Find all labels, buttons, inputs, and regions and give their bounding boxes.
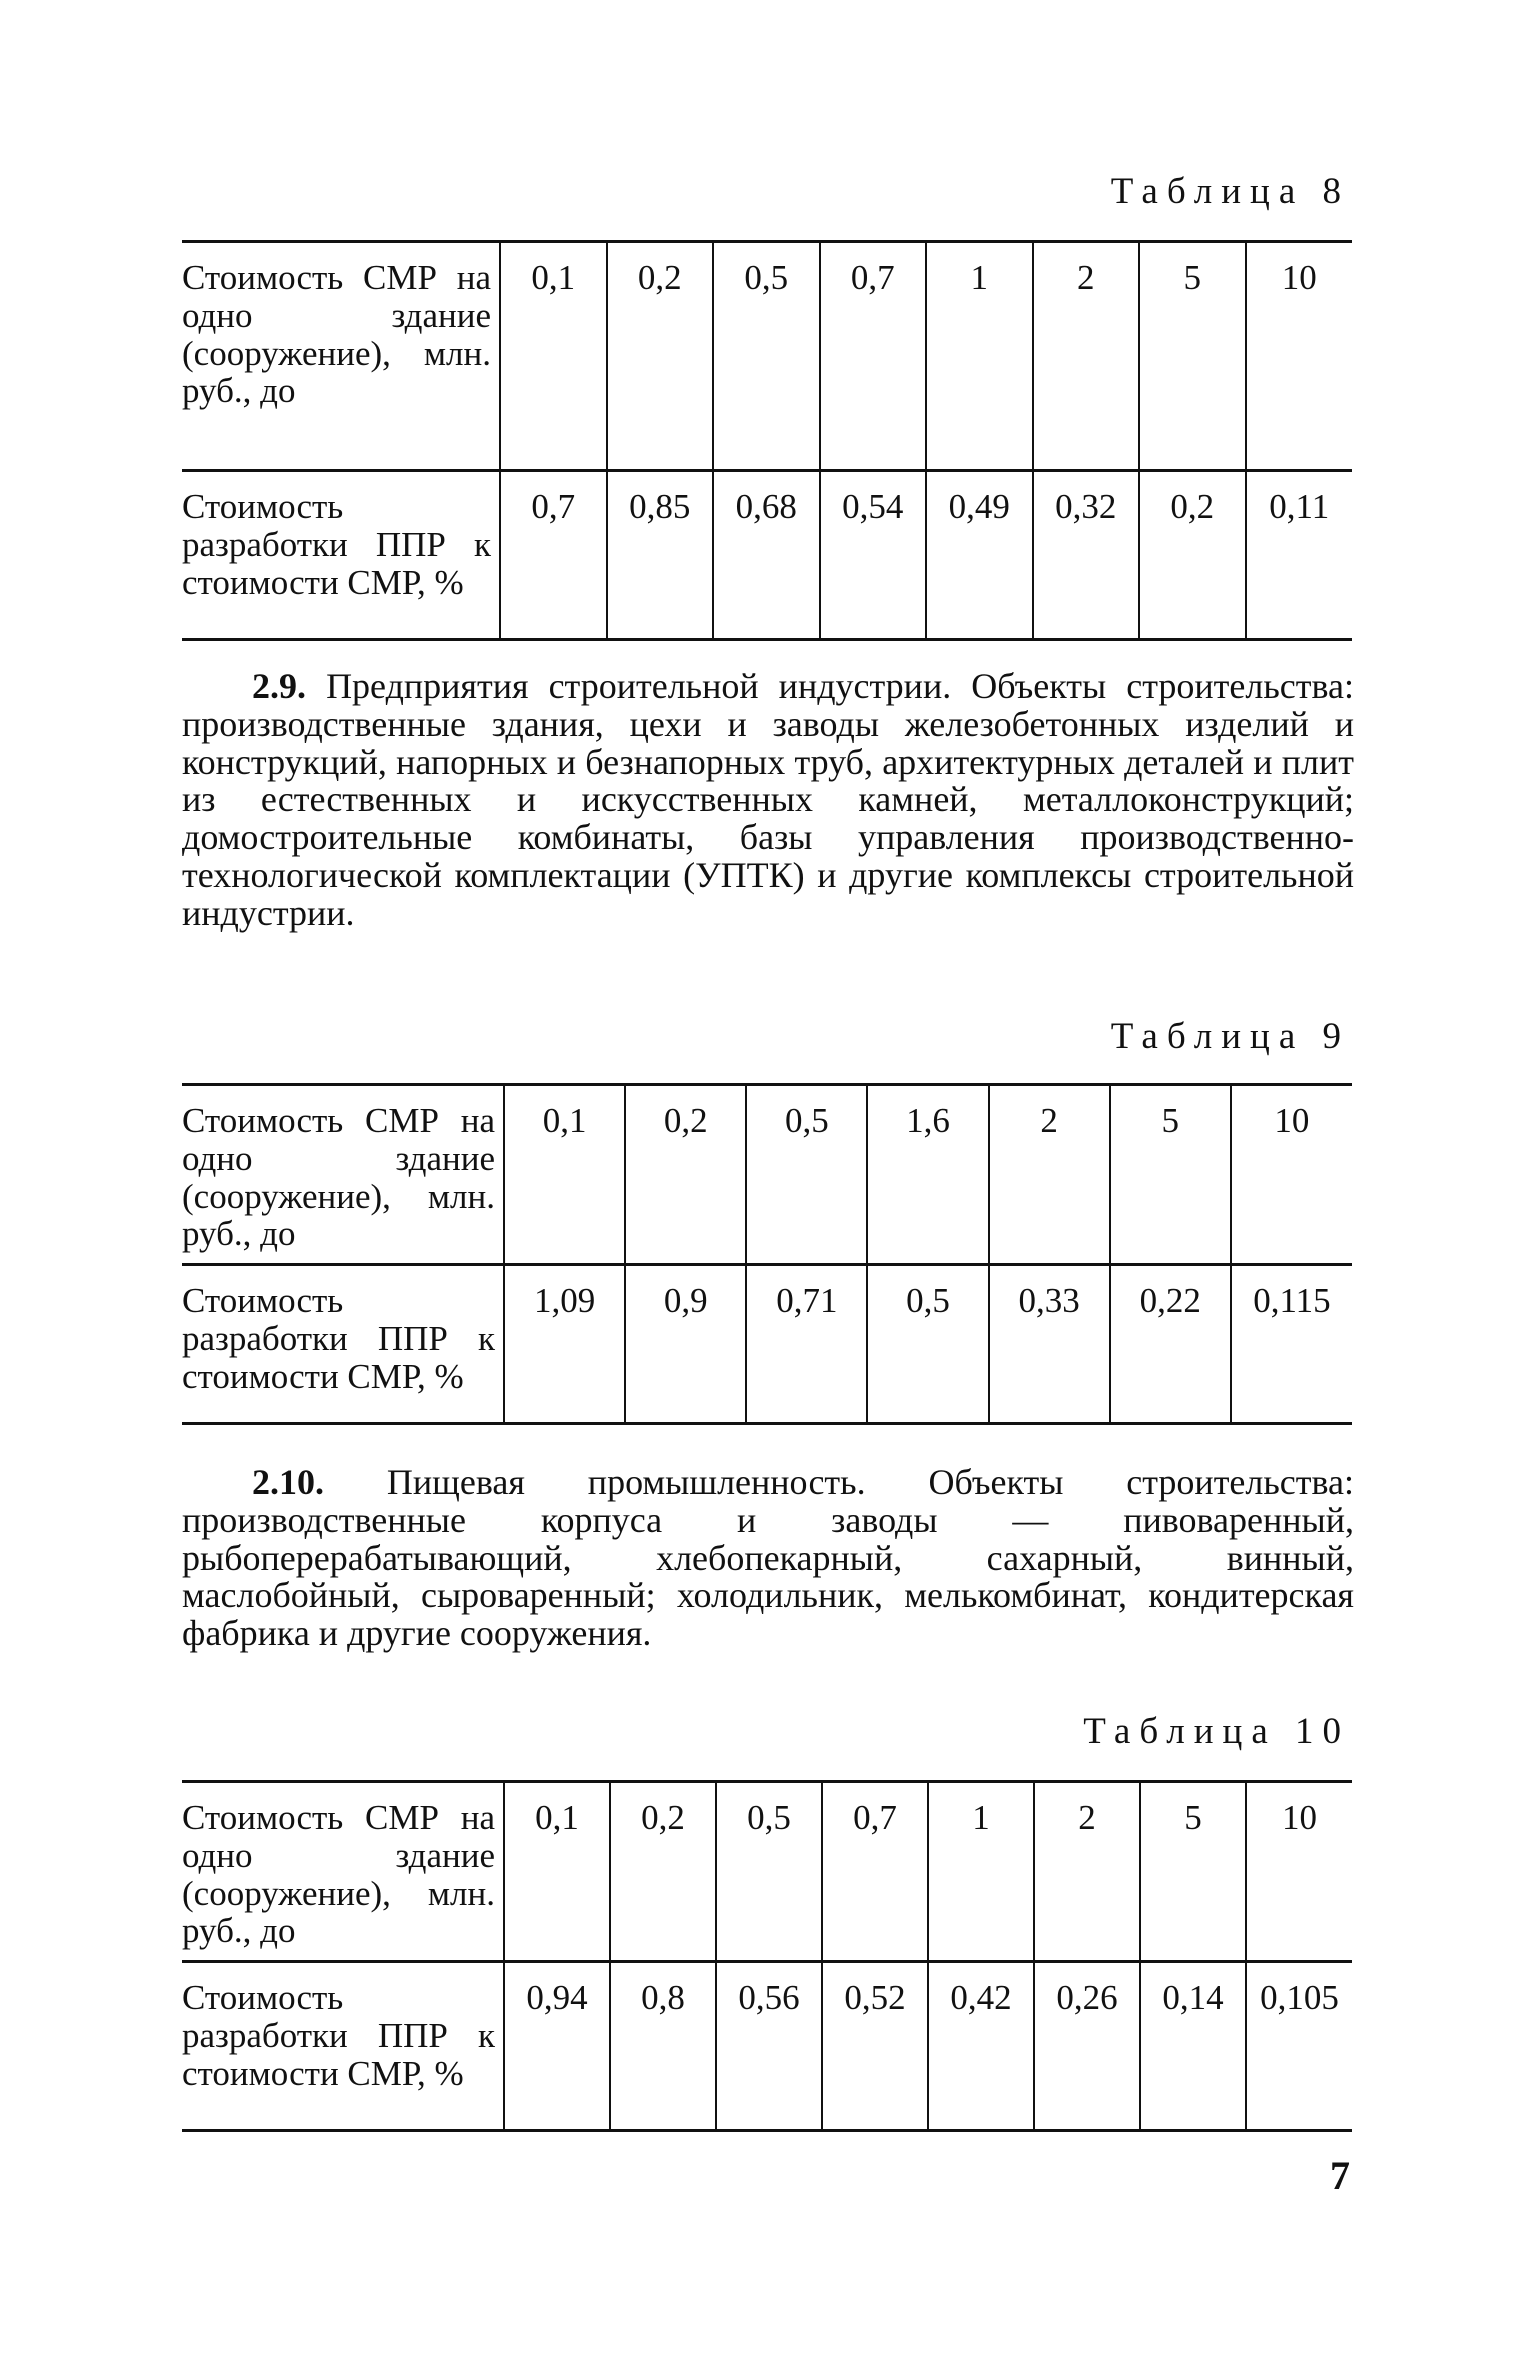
section-2-10 [182, 1464, 1354, 1653]
table-row-smr-cost [182, 1085, 1352, 1265]
row-label: Стоимость разработки ППР к стоимости СМР, % [182, 1265, 504, 1424]
table-cell: 1 [926, 242, 1033, 471]
table-cell: 0,94 [504, 1962, 610, 2131]
table-cell: 0,42 [928, 1962, 1034, 2131]
table-cell: 0,85 [607, 471, 714, 640]
table-cell: 2 [1034, 1782, 1140, 1962]
table-10-caption: Таблица 10 [1083, 1711, 1350, 1752]
table-cell: 0,5 [713, 242, 820, 471]
table-cell: 0,2 [607, 242, 714, 471]
table-cell: 0,2 [625, 1085, 746, 1265]
table-cell: 0,32 [1033, 471, 1140, 640]
section-text: Пищевая промышленность. Объекты строительства: производственные корпуса и заводы — пивоваренный, рыбоперерабатывающий, хлебопекарный, сахарный, винный, маслобойный, сыроваренный; холодильник, мелькомбинат, кондитерская фабрика и другие сооружения. [182, 1462, 1355, 1654]
table-cell: 10 [1231, 1085, 1352, 1265]
table-cell: 0,54 [820, 471, 927, 640]
table-cell: 0,1 [504, 1782, 610, 1962]
row-label: Стоимость разработки ППР к стоимости СМР, % [182, 1962, 504, 2131]
table-cell: 0,56 [716, 1962, 822, 2131]
table-cell: 0,2 [610, 1782, 716, 1962]
table-cell: 0,68 [713, 471, 820, 640]
page-number: 7 [1330, 2153, 1350, 2198]
table-cell: 0,22 [1110, 1265, 1231, 1424]
table-row-smr-cost [182, 242, 1352, 471]
table-cell: 1,09 [504, 1265, 625, 1424]
table-cell: 2 [989, 1085, 1110, 1265]
row-label: Стоимость СМР на одно здание (сооружение), млн. руб., до [182, 1782, 504, 1962]
row-label: Стоимость СМР на одно здание (сооружение), млн. руб., до [182, 1085, 504, 1265]
section-2-9 [182, 668, 1354, 933]
table-cell: 5 [1140, 1782, 1246, 1962]
table-row-ppr-cost [182, 1265, 1352, 1424]
table-cell: 10 [1246, 242, 1353, 471]
section-number: 2.10. [252, 1462, 324, 1502]
section-text: Предприятия строительной индустрии. Объекты строительства: производственные здания, цехи и заводы железобетонных изделий и конструкций, напорных и безнапорных труб, архитектурных деталей и плит из естественных и искусственных камней, металлоконструкций; домостроительные комбинаты, базы управления производственно-технологической комплектации (УПТК) и другие комплексы строительной индустрии. [182, 666, 1354, 933]
table-cell: 0,8 [610, 1962, 716, 2131]
table-cell: 0,49 [926, 471, 1033, 640]
table-cell: 0,11 [1246, 471, 1353, 640]
table-cell: 0,26 [1034, 1962, 1140, 2131]
table-row-ppr-cost [182, 1962, 1352, 2131]
table-cell: 5 [1110, 1085, 1231, 1265]
table-row-smr-cost [182, 1782, 1352, 1962]
table-9-caption: Таблица 9 [1110, 1016, 1350, 1057]
table-cell: 0,5 [746, 1085, 867, 1265]
table-cell: 0,105 [1246, 1962, 1352, 2131]
table-cell: 0,7 [822, 1782, 928, 1962]
table-cell: 2 [1033, 242, 1140, 471]
table-cell: 0,2 [1139, 471, 1246, 640]
table-cell: 0,1 [500, 242, 607, 471]
section-number: 2.9. [252, 666, 306, 706]
table-8-caption: Таблица 8 [1110, 171, 1350, 212]
table-cell: 0,7 [820, 242, 927, 471]
table-cell: 0,7 [500, 471, 607, 640]
table-cell: 0,33 [989, 1265, 1110, 1424]
table-cell: 0,115 [1231, 1265, 1352, 1424]
table-cell: 0,52 [822, 1962, 928, 2131]
table-cell: 0,71 [746, 1265, 867, 1424]
row-label: Стоимость разработки ППР к стоимости СМР, % [182, 471, 500, 640]
table-cell: 0,14 [1140, 1962, 1246, 2131]
table-cell: 5 [1139, 242, 1246, 471]
table-cell: 10 [1246, 1782, 1352, 1962]
table-8 [182, 240, 1352, 641]
table-cell: 0,1 [504, 1085, 625, 1265]
table-cell: 1 [928, 1782, 1034, 1962]
table-10 [182, 1780, 1352, 2132]
table-row-ppr-cost [182, 471, 1352, 640]
row-label: Стоимость СМР на одно здание (сооружение), млн. руб., до [182, 242, 500, 471]
table-cell: 0,5 [716, 1782, 822, 1962]
table-cell: 0,9 [625, 1265, 746, 1424]
table-cell: 0,5 [867, 1265, 988, 1424]
table-cell: 1,6 [867, 1085, 988, 1265]
table-9 [182, 1083, 1352, 1425]
